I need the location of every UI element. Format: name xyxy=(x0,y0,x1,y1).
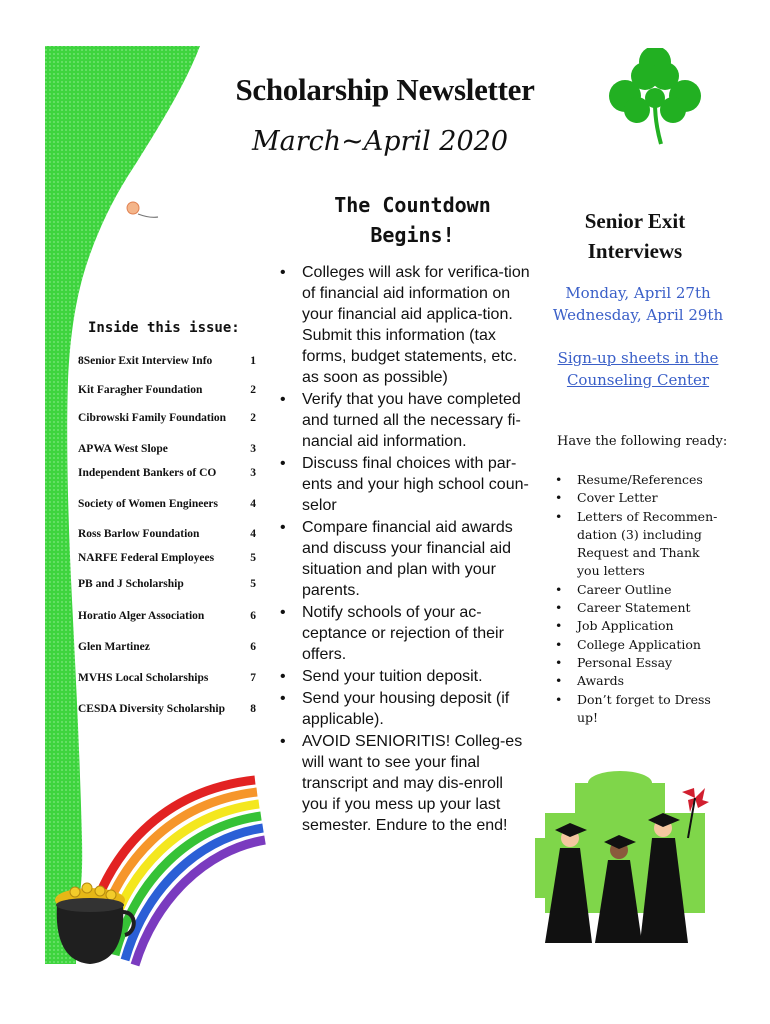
toc-item-name: Ross Barlow Foundation xyxy=(78,528,200,540)
list-item: • Awards xyxy=(555,672,725,690)
senior-exit-heading-line1: Senior Exit xyxy=(584,209,686,233)
toc-item-name: Kit Faragher Foundation xyxy=(78,384,203,396)
list-item: • Job Application xyxy=(555,617,725,635)
toc-row xyxy=(78,498,256,518)
list-item: • Resume/References xyxy=(555,471,725,489)
toc-item-page: 2 xyxy=(250,412,256,424)
toc-item-name: CESDA Diversity Scholarship xyxy=(78,703,225,715)
list-item: • Notify schools of your ac-ceptance or rejection of their offers. xyxy=(280,602,532,665)
list-item: • Send your housing deposit (if applicable). xyxy=(280,688,532,730)
list-item: • Cover Letter xyxy=(555,489,725,507)
signup-link[interactable] xyxy=(548,347,728,391)
list-item: • Don’t forget to Dress up! xyxy=(555,691,725,728)
pot-of-gold-illustration xyxy=(55,883,134,964)
list-item: • College Application xyxy=(555,636,725,654)
toc-row xyxy=(78,672,256,692)
newsletter-subtitle: March~April 2020 xyxy=(251,126,509,157)
toc-row xyxy=(78,443,256,463)
countdown-heading-line1: The Countdown xyxy=(334,193,491,217)
countdown-heading-line2: Begins! xyxy=(370,223,455,247)
toc-item-name: Glen Martinez xyxy=(78,641,150,653)
toc-row xyxy=(78,703,256,723)
list-item: • Discuss final choices with par-ents and your high school coun-selor xyxy=(280,453,532,516)
interview-date-2: Wednesday, April 29th xyxy=(552,306,724,324)
toc-row xyxy=(78,384,256,404)
toc-row xyxy=(78,467,256,487)
list-item: • Colleges will ask for verifica-tion of financial aid information on your financial aid applica-tion. Submit this information (tax forms, budget statements, etc. as soon as possible) xyxy=(280,262,532,388)
senior-exit-heading-line2: Interviews xyxy=(587,239,683,263)
interview-date-1: Monday, April 27th xyxy=(565,284,711,302)
toc-row xyxy=(78,578,256,598)
newsletter-title: Scholarship Newsletter xyxy=(235,72,535,107)
ready-label: Have the following ready: xyxy=(557,434,728,449)
toc-item-name: Society of Women Engineers xyxy=(78,498,219,510)
toc-row xyxy=(78,552,256,572)
toc-item-page: 4 xyxy=(250,528,256,540)
list-item: • Career Outline xyxy=(555,581,725,599)
toc-item-name: Cibrowski Family Foundation xyxy=(78,412,227,424)
toc-item-name: PB and J Scholarship xyxy=(78,578,184,590)
toc-item-page: 5 xyxy=(250,552,256,564)
countdown-list xyxy=(280,262,532,837)
countdown-heading xyxy=(290,190,535,250)
signup-link-line2[interactable]: Counseling Center xyxy=(566,371,710,389)
interview-dates xyxy=(548,282,728,326)
list-item: • AVOID SENIORITIS! Colleg-es will want to see your final transcript and may dis-enroll you if you mess up your last semester. Endure to the end! xyxy=(280,731,532,836)
toc-item-name: 8Senior Exit Interview Info xyxy=(78,355,213,367)
toc-item-name: NARFE Federal Employees xyxy=(78,552,215,564)
toc-item-page: 7 xyxy=(250,672,256,684)
toc-row xyxy=(78,610,256,630)
list-item: • Career Statement xyxy=(555,599,725,617)
toc-item-name: MVHS Local Scholarships xyxy=(78,672,209,684)
toc-item-page: 5 xyxy=(250,578,256,590)
toc-item-page: 1 xyxy=(250,355,256,367)
toc-item-name: APWA West Slope xyxy=(78,443,168,455)
shamrock-icon xyxy=(605,48,705,148)
toc-row xyxy=(78,641,256,661)
ready-list xyxy=(555,471,725,727)
toc-row xyxy=(78,528,256,548)
toc-item-page: 6 xyxy=(250,610,256,622)
toc-row xyxy=(78,355,256,375)
inside-issue-heading: Inside this issue: xyxy=(88,320,240,336)
list-item: • Personal Essay xyxy=(555,654,725,672)
toc-item-name: Horatio Alger Association xyxy=(78,610,205,622)
list-item: • Verify that you have completed and turned all the necessary fi-nancial aid information. xyxy=(280,389,532,452)
toc-row xyxy=(78,412,256,432)
toc-item-page: 4 xyxy=(250,498,256,510)
list-item: • Letters of Recommen-dation (3) including Request and Thank you letters xyxy=(555,508,725,581)
senior-exit-heading xyxy=(560,206,710,266)
toc-item-page: 2 xyxy=(250,384,256,396)
rainbow-illustration xyxy=(45,740,275,980)
signup-link-line1[interactable]: Sign-up sheets in the xyxy=(557,349,719,367)
graduates-illustration xyxy=(530,768,720,948)
list-item: • Send your tuition deposit. xyxy=(280,666,532,687)
toc-item-page: 3 xyxy=(250,443,256,455)
list-item: • Compare financial aid awards and discuss your financial aid situation and plan with your parents. xyxy=(280,517,532,601)
toc-item-name: Independent Bankers of CO xyxy=(78,467,217,479)
toc-item-page: 6 xyxy=(250,641,256,653)
toc-item-page: 3 xyxy=(250,467,256,479)
toc-item-page: 8 xyxy=(250,703,256,715)
